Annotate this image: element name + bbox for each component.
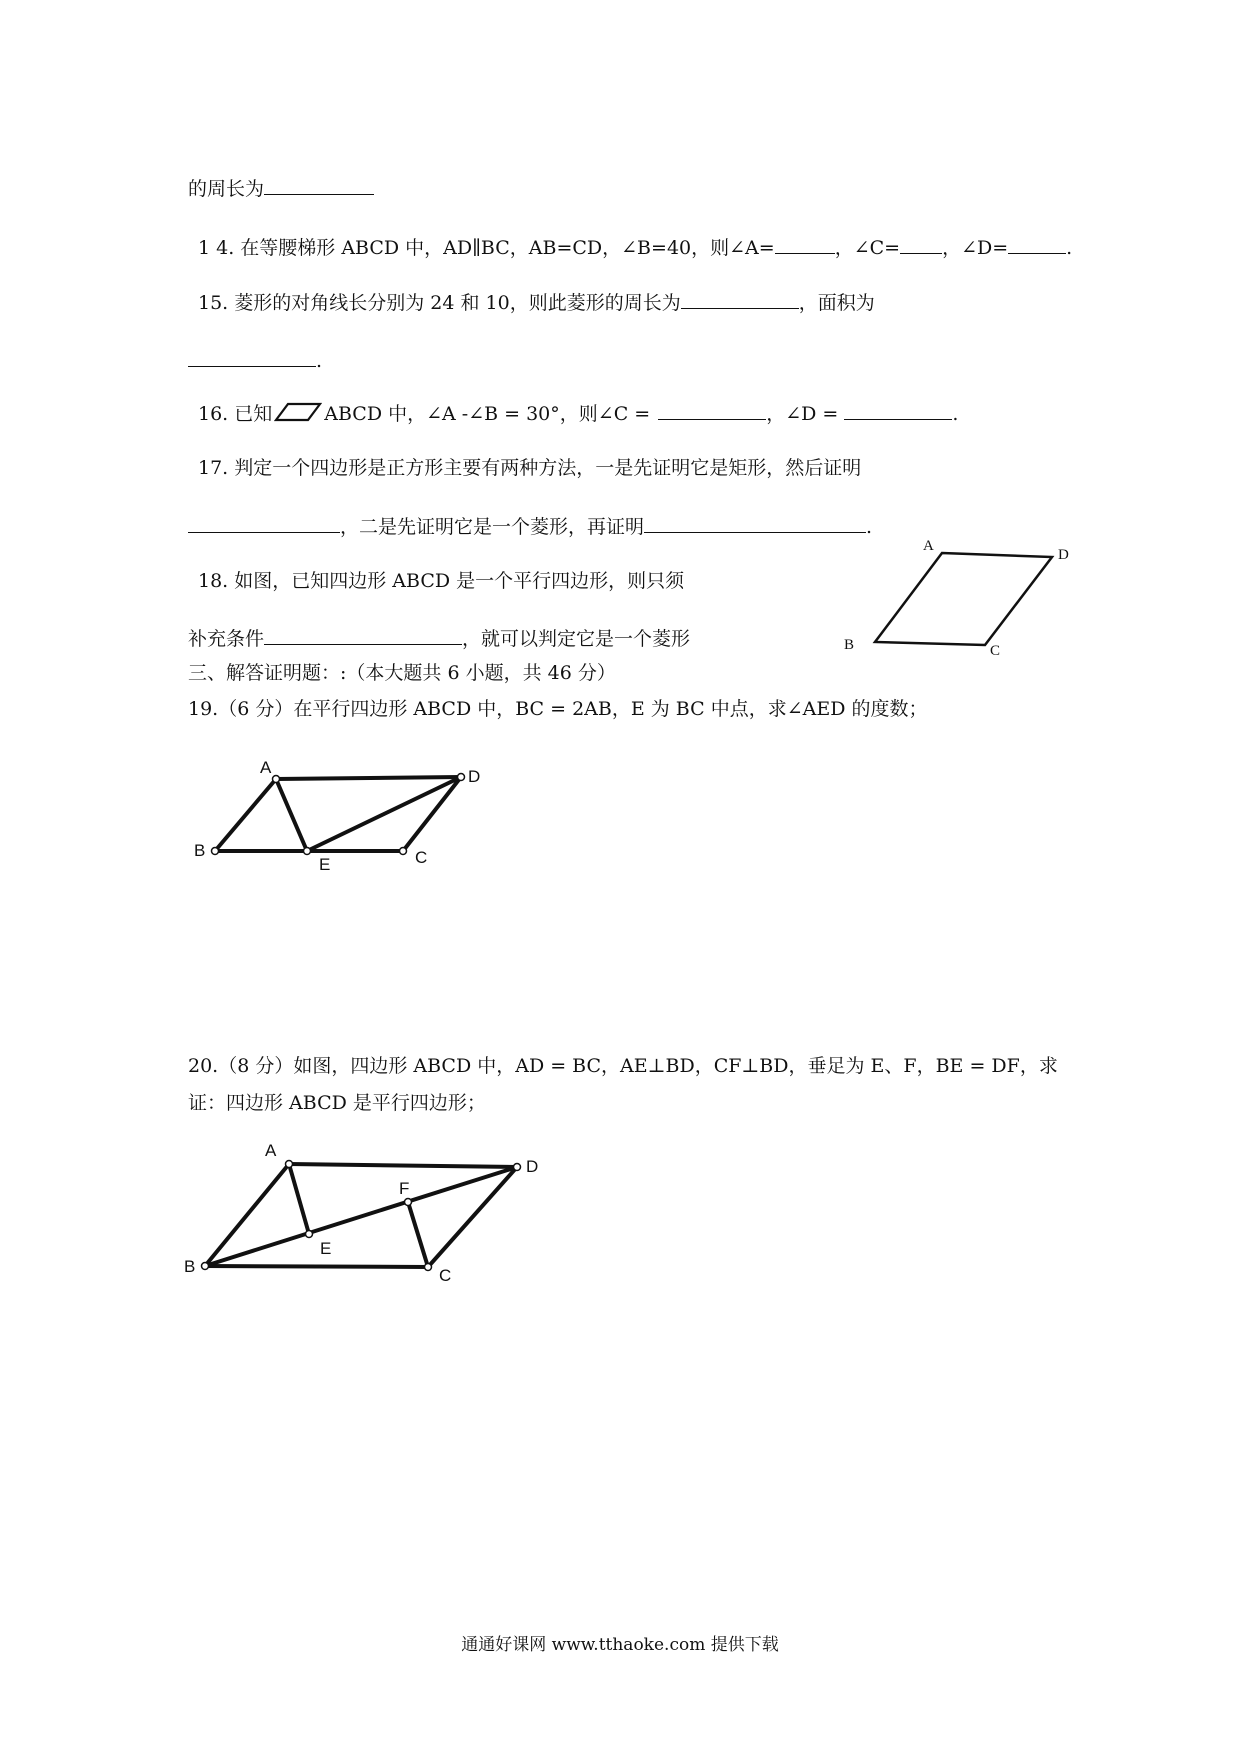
question-18: [198, 569, 684, 593]
q18-label-d: D: [1058, 547, 1069, 563]
q19-label-a: A: [260, 758, 272, 777]
q20-segment-cf: [408, 1202, 428, 1267]
question-15: [198, 290, 875, 315]
q19-text: 19.（6 分）在平行四边形 ABCD 中，BC = 2AB，E 为 BC 中点，求∠AED 的度数；: [188, 698, 928, 720]
q18-prefix: 补充条件: [188, 628, 265, 650]
q16-prefix: 16. 已知: [198, 403, 273, 425]
section-3-text: 三、解答证明题：:（本大题共 6 小题，共 46 分）: [188, 662, 616, 684]
q19-point-a: [273, 776, 280, 783]
q20-label-b: B: [184, 1257, 196, 1276]
section-3-title: [188, 661, 616, 685]
q15-blank-perimeter[interactable]: [681, 290, 799, 309]
question-17: [198, 456, 861, 480]
q15-text: 15. 菱形的对角线长分别为 24 和 10，则此菱形的周长为: [198, 292, 681, 314]
question-15-cont: [188, 348, 322, 373]
q19-point-d: [458, 774, 465, 781]
q20-label-f: F: [399, 1179, 410, 1198]
q13-tail: [188, 176, 374, 201]
q14-end: .: [1066, 237, 1073, 259]
q19-label-b: B: [194, 841, 206, 860]
q14-blank-a[interactable]: [775, 235, 835, 254]
q18-parallelogram: [875, 553, 1052, 645]
q20-point-b: [202, 1263, 209, 1270]
q19-label-d: D: [468, 767, 481, 786]
question-19: [188, 697, 927, 721]
q20-point-a: [286, 1161, 293, 1168]
q20-point-f: [405, 1199, 412, 1206]
question-16: [198, 401, 958, 429]
question-14: [198, 235, 1072, 260]
q19-figure: [185, 755, 505, 875]
q16-blank-c[interactable]: [658, 401, 766, 420]
q14-blank-d[interactable]: [1008, 235, 1066, 254]
q20-side-bc: [205, 1266, 428, 1267]
q16-mid: ，∠D =: [766, 403, 839, 425]
q20-line1: 20.（8 分）如图，四边形 ABCD 中，AD = BC，AE⊥BD，CF⊥BD，垂足为 E、F，BE = DF，求: [188, 1055, 1058, 1077]
question-17-cont: [188, 514, 872, 539]
q20-point-e: [306, 1231, 313, 1238]
q15-mid: ，面积为: [798, 292, 875, 314]
q14-text: 1 4. 在等腰梯形 ABCD 中，AD∥BC，AB=CD，∠B=40，则∠A=: [198, 237, 775, 259]
question-18-cont: [188, 626, 690, 651]
q20-figure: [175, 1135, 555, 1285]
q17-blank-2[interactable]: [644, 514, 866, 533]
q15-end: .: [316, 350, 323, 372]
q19-label-c: C: [415, 848, 428, 867]
q17-line1: 17. 判定一个四边形是正方形主要有两种方法，一是先证明它是矩形，然后证明: [198, 457, 862, 479]
q18-line1: 18. 如图，已知四边形 ABCD 是一个平行四边形，则只须: [198, 570, 685, 592]
q19-point-b: [212, 848, 219, 855]
q19-side-cd: [403, 777, 461, 851]
q17-end: .: [866, 516, 873, 538]
q18-suffix: ，就可以判定它是一个菱形: [462, 628, 691, 650]
question-20: [188, 1054, 1058, 1078]
q20-line2: 证：四边形 ABCD 是平行四边形；: [188, 1092, 486, 1114]
q20-diagonal-bd: [205, 1167, 517, 1266]
q19-point-e: [304, 848, 311, 855]
q20-label-d: D: [526, 1157, 539, 1176]
q19-side-ab: [215, 779, 276, 851]
q16-end: .: [952, 403, 959, 425]
footer-text: 通通好课网 www.tthaoke.com 提供下载: [461, 1635, 779, 1655]
q19-point-c: [400, 848, 407, 855]
q17-mid: ，二是先证明它是一个菱形，再证明: [340, 516, 645, 538]
q15-blank-area[interactable]: [188, 348, 316, 367]
q14-mid2: ，∠D=: [942, 237, 1009, 259]
q18-label-c: C: [990, 643, 1001, 655]
q20-side-ad: [289, 1164, 517, 1167]
page-footer: [0, 1630, 1240, 1655]
q13-text: 的周长为: [188, 178, 265, 200]
question-20-cont: [188, 1091, 486, 1115]
q20-segment-ae: [289, 1164, 309, 1234]
q18-figure: [830, 535, 1090, 655]
q20-label-e: E: [320, 1239, 332, 1258]
q17-blank-1[interactable]: [188, 514, 340, 533]
q18-label-b: B: [844, 637, 855, 653]
q19-side-ad: [276, 777, 461, 779]
q19-label-e: E: [319, 855, 331, 874]
q19-segment-ae: [276, 779, 307, 851]
q16-blank-d[interactable]: [844, 401, 952, 420]
q18-blank[interactable]: [264, 626, 462, 645]
q19-segment-ed: [307, 777, 461, 851]
q13-blank[interactable]: [264, 176, 374, 195]
parallelogram-icon: [274, 401, 322, 429]
q20-label-c: C: [439, 1266, 452, 1285]
q16-text: ABCD 中，∠A -∠B = 30°，则∠C =: [324, 403, 651, 425]
q18-label-a: A: [923, 538, 934, 554]
q20-label-a: A: [265, 1141, 277, 1160]
q14-blank-c[interactable]: [900, 235, 942, 254]
q20-point-c: [425, 1264, 432, 1271]
q14-mid1: ，∠C=: [834, 237, 901, 259]
q20-point-d: [514, 1164, 521, 1171]
